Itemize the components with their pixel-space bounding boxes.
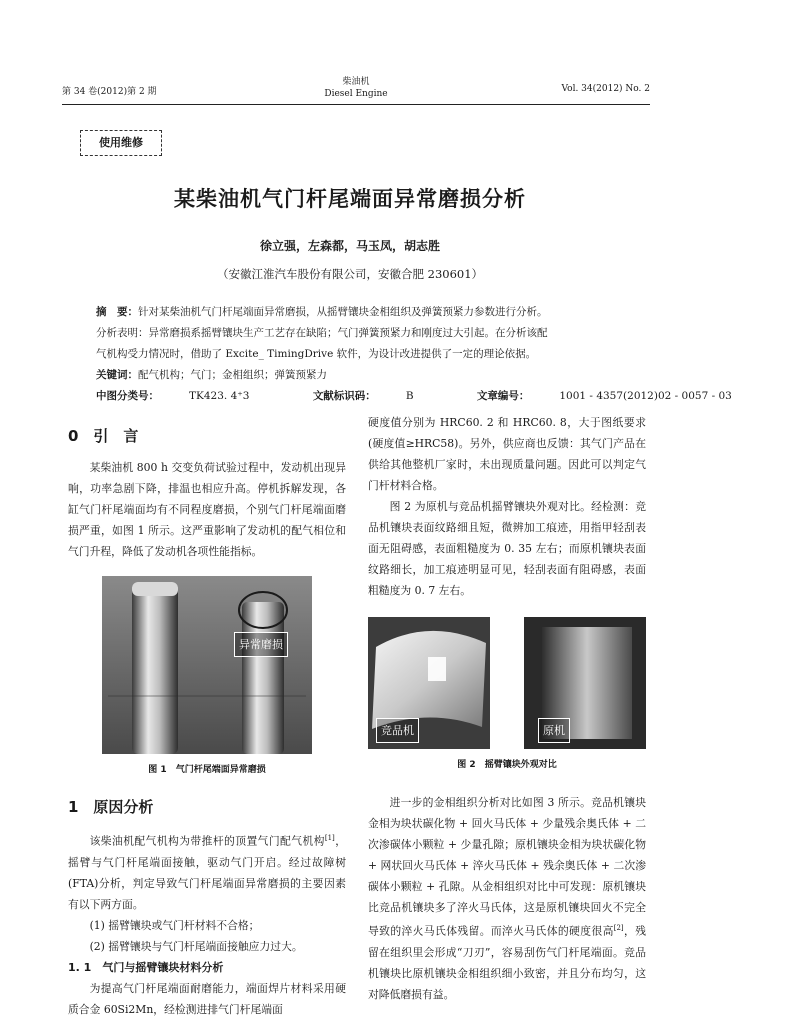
right-paragraph-1: 硬度值分别为 HRC60. 2 和 HRC60. 8，大于图纸要求(硬度值≥HRC58)。另外，供应商也反馈：其气门产品在供给其他整机厂家时，未出现质量问题。因此可以判定气门杆材料合格。	[368, 416, 646, 492]
reference-2: [2]	[613, 924, 624, 932]
classification	[96, 386, 732, 407]
figure-1-caption: 图 1 气门杆尾端面异常磨损	[148, 765, 266, 775]
reference-1: [1]	[324, 834, 335, 842]
cause-item-1: (1) 摇臂镶块或气门杆材料不合格；	[89, 918, 260, 932]
valve-stems-photo	[102, 576, 312, 754]
abstract-block	[96, 302, 732, 407]
left-column	[68, 410, 346, 1020]
header-journal-cn: 柴油机	[342, 77, 370, 87]
section-tag: 使用维修	[80, 130, 162, 156]
abstract-label: 摘 要：	[96, 306, 138, 318]
paper-title: 某柴油机气门杆尾端面异常磨损分析	[174, 187, 526, 211]
sec11-paragraph: 为提高气门杆尾端面耐磨能力，端面焊片材料采用硬质合金 60Si2Mn，经检测进排气门杆尾端面	[68, 981, 346, 1016]
abstract-line-2: 分析表明：异常磨损系摇臂镶块生产工艺存在缺陷；气门弹簧预紧力和刚度过大引起。在分析该配	[96, 327, 548, 339]
figure-1-label: 异常磨损	[234, 632, 288, 657]
cause-item-2: (2) 摇臂镶块与气门杆尾端面接触应力过大。	[89, 939, 303, 953]
section-1-1-heading: 1. 1 气门与摇臂镶块材料分析	[68, 960, 224, 974]
section-0-heading: 0 引 言	[68, 427, 139, 445]
figure-2-original-photo	[524, 617, 646, 749]
clc-number: 中图分类号： TK423. 4⁺3	[96, 390, 250, 402]
figure-2-competitor-photo	[368, 617, 490, 749]
right-paragraph-2: 图 2 为原机与竞品机摇臂镶块外观对比。经检测：竞品机镶块表面纹路细且短，微辨加工痕迹，用指甲轻刮表面无阻碍感，表面粗糙度为 0. 35 左右；而原机镶块表面纹路细长，加工痕迹明显可见，轻刮表面有阻碍感，表面粗糙度为 0. 7 左右。	[368, 500, 646, 597]
article-number: 文章编号： 1001 - 4357(2012)02 - 0057 - 03	[476, 390, 732, 402]
section-1-heading: 1 原因分析	[68, 798, 154, 816]
figure-2-right-label: 原机	[538, 718, 570, 743]
authors: 徐立强，左森都，马玉凤，胡志胜	[259, 239, 440, 253]
running-header	[62, 76, 650, 105]
keywords: 关键词：配气机构；气门；金相组织；弹簧预紧力	[96, 369, 327, 381]
figure-1-photo	[102, 576, 312, 754]
header-journal-en: Diesel Engine	[324, 89, 388, 99]
figure-2-caption: 图 2 摇臂镶块外观对比	[457, 760, 557, 770]
affiliation: （安徽江淮汽车股份有限公司，安徽合肥 230601）	[216, 267, 484, 281]
sec1-paragraph: 该柴油机配气机构为带推杆的顶置气门配气机构[1]，摇臂与气门杆尾端面接触，驱动气门开启。经过故障树(FTA)分析，判定导致气门杆尾端面异常磨损的主要因素有以下两方面。	[68, 834, 347, 911]
right-column	[368, 412, 646, 1005]
sec0-paragraph: 某柴油机 800 h 交变负荷试验过程中，发动机出现异响，功率急剧下降，排温也相应升高。停机拆解发现，各缸气门杆尾端面均有不同程度磨损，个别气门杆尾端面磨损严重，如图 1 所示。这严重影响了发动机的配气相位和气门升程，降低了发动机各项性能指标。	[68, 461, 346, 558]
abstract-line-1: 摘 要：针对某柴油机气门杆尾端面异常磨损，从摇臂镶块金相组织及弹簧预紧力参数进行分析。	[96, 306, 548, 318]
right-paragraph-3: 进一步的金相组织分析对比如图 3 所示。竞品机镶块金相为块状碳化物 + 回火马氏体 + 少量残余奥氏体 + 二次渗碳体小颗粒 + 少量孔隙；原机镶块金相为块状碳化物 + 网状回火马氏体 + 淬火马氏体 + 残余奥氏体 + 二次渗碳体小颗粒 + 孔隙。从金相组织对比中可发现：原机镶块比竞品机镶块多了淬火马氏体，这是原机镶块回火不完全导致的淬火马氏体残留。而淬火马氏体的硬度很高[2]，残留在组织里会形成“刀刃”，容易刮伤气门杆尾端面。竞品机镶块比原机镶块金相组织细小致密，并且分布均匀，这对降低磨损有益。	[368, 796, 647, 1001]
figure-2-photos	[368, 617, 646, 749]
doc-code: 文献标识码： B	[312, 390, 414, 402]
abstract-line-3: 气机构受力情况时，借助了 Excite_ TimingDrive 软件，为设计改进提供了一定的理论依据。	[96, 348, 537, 360]
figure-2-left-label: 竞品机	[376, 718, 419, 743]
header-volume-en: Vol. 34(2012) No. 2	[561, 84, 650, 94]
header-volume: 第 34 卷(2012)第 2 期	[62, 87, 157, 97]
